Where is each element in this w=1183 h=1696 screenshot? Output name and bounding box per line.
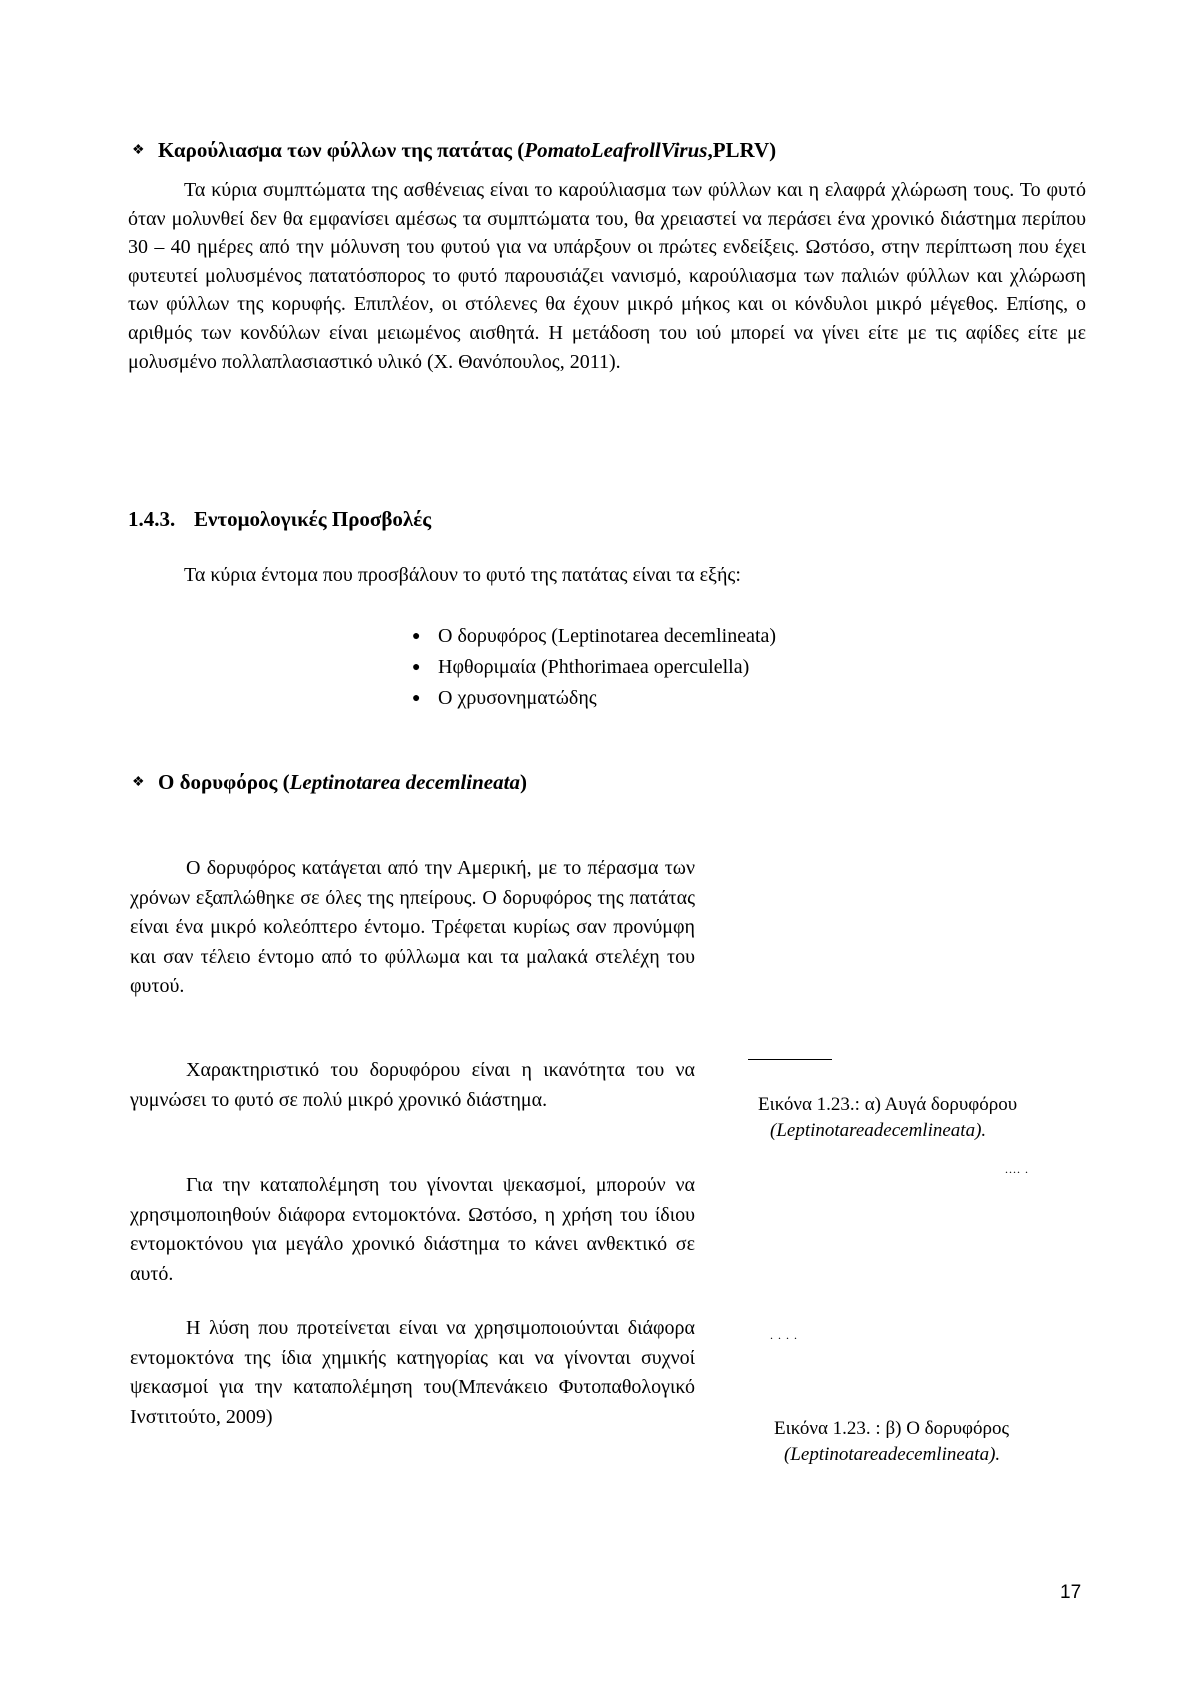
beetle-heading: ❖ Ο δορυφόρος (Leptinotarea decemlineata) (132, 770, 527, 794)
plrv-paragraph: Τα κύρια συμπτώματα της ασθένειας είναι το καρούλιασμα των φύλλων και η ελαφρά χλώρωση τους. Το φυτό όταν μολυνθεί δεν θα εμφανίσει αμέσως τα συμπτώματα του, θα χρειαστεί να περάσει ένα χρονικό διάστημα περίπου 30 – 40 ημέρες από την μόλυνση του φυτού για να υπάρξουν οι πρώτες ενδείξεις. Ωστόσο, στην περίπτωση που έχει φυτευτεί μολυσμένος πατατόσπορος το φυτό παρουσιάζει νανισμό, καρούλιασμα των παλιών φύλλων και χλώρωση των φύλλων της κορυφής. Επιπλέον, οι στόλενες θα έχουν μικρό μήκος και οι κόνδυλοι μικρό μέγεθος. Επίσης, ο αριθμός των κονδύλων είναι μειωμένος αισθητά. Η μετάδοση του ιού μπορεί να γίνει είτε με τις αφίδες είτε με μολυσμένο πολλαπλασιαστικό υλικό (Χ. Θανόπουλος, 2011). (128, 179, 1086, 373)
figure-caption: Εικόνα 1.23. : β) Ο δορυφόρος (Leptinotareadecemlineata). (774, 1418, 1009, 1465)
bullet-icon: ● (412, 660, 421, 675)
scan-artifact: .... . (1005, 1162, 1029, 1176)
beetle-paragraph: Ο δορυφόρος κατάγεται από την Αμερική, με το πέρασμα των χρόνων εξαπλώθηκε σε όλες της ηπείρους. Ο δορυφόρος της πατάτας είναι ένα μικρό κολεόπτερο έντομο. Τρέφεται κυρίως σαν προνύμφη και σαν τέλειο έντομο από το φύλλωμα και τα μαλακά στελέχη του φυτού. (130, 857, 695, 997)
figure-caption: Εικόνα 1.23.: α) Αυγά δορυφόρου (Leptinotareadecemlineata). (758, 1094, 1018, 1141)
page-number: 17 (1060, 1582, 1082, 1603)
figure-divider (748, 1059, 832, 1060)
diamond-bullet-icon: ❖ (132, 143, 145, 158)
diamond-bullet-icon: ❖ (132, 775, 145, 790)
list-item: ● Ο δορυφόρος (Leptinotarea decemlineata) (412, 621, 776, 652)
list-item: ● Ο χρυσονηματώδης (412, 683, 776, 714)
pest-list (412, 621, 776, 714)
beetle-paragraph: Για την καταπολέμηση του γίνονται ψεκασμοί, μπορούν να χρησιμοποιηθούν διάφορα εντομοκτόνα. Ωστόσο, η χρήση του ίδιου εντομοκτόνου για μεγάλο χρονικό διάστημα το κάνει ανθεκτικό σε αυτό. (130, 1174, 695, 1285)
bullet-icon: ● (412, 691, 421, 706)
scan-artifact: . . . . (770, 1328, 798, 1342)
pests-intro: Τα κύρια έντομα που προσβάλουν το φυτό της πατάτας είναι τα εξής: (184, 564, 741, 586)
beetle-paragraph: Χαρακτηριστικό του δορυφόρου είναι η ικανότητα του να γυμνώσει το φυτό σε πολύ μικρό χρονικό διάστημα. (130, 1059, 695, 1111)
plrv-heading: ❖ Καρούλιασμα των φύλλων της πατάτας (PomatoLeafrollVirus,PLRV) (132, 138, 777, 162)
section-heading: 1.4.3. Εντομολογικές Προσβολές (128, 507, 432, 531)
bullet-icon: ● (412, 629, 421, 644)
beetle-paragraph: Η λύση που προτείνεται είναι να χρησιμοποιούνται διάφορα εντομοκτόνα της ίδια χημικής κατηγορίας και να γίνονται συχνοί ψεκασμοί για την καταπολέμηση του(Μπενάκειο Φυτοπαθολογικό Ινστιτούτο, 2009) (130, 1317, 695, 1428)
list-item: ● Ηφθοριμαία (Phthorimaea operculella) (412, 652, 776, 683)
